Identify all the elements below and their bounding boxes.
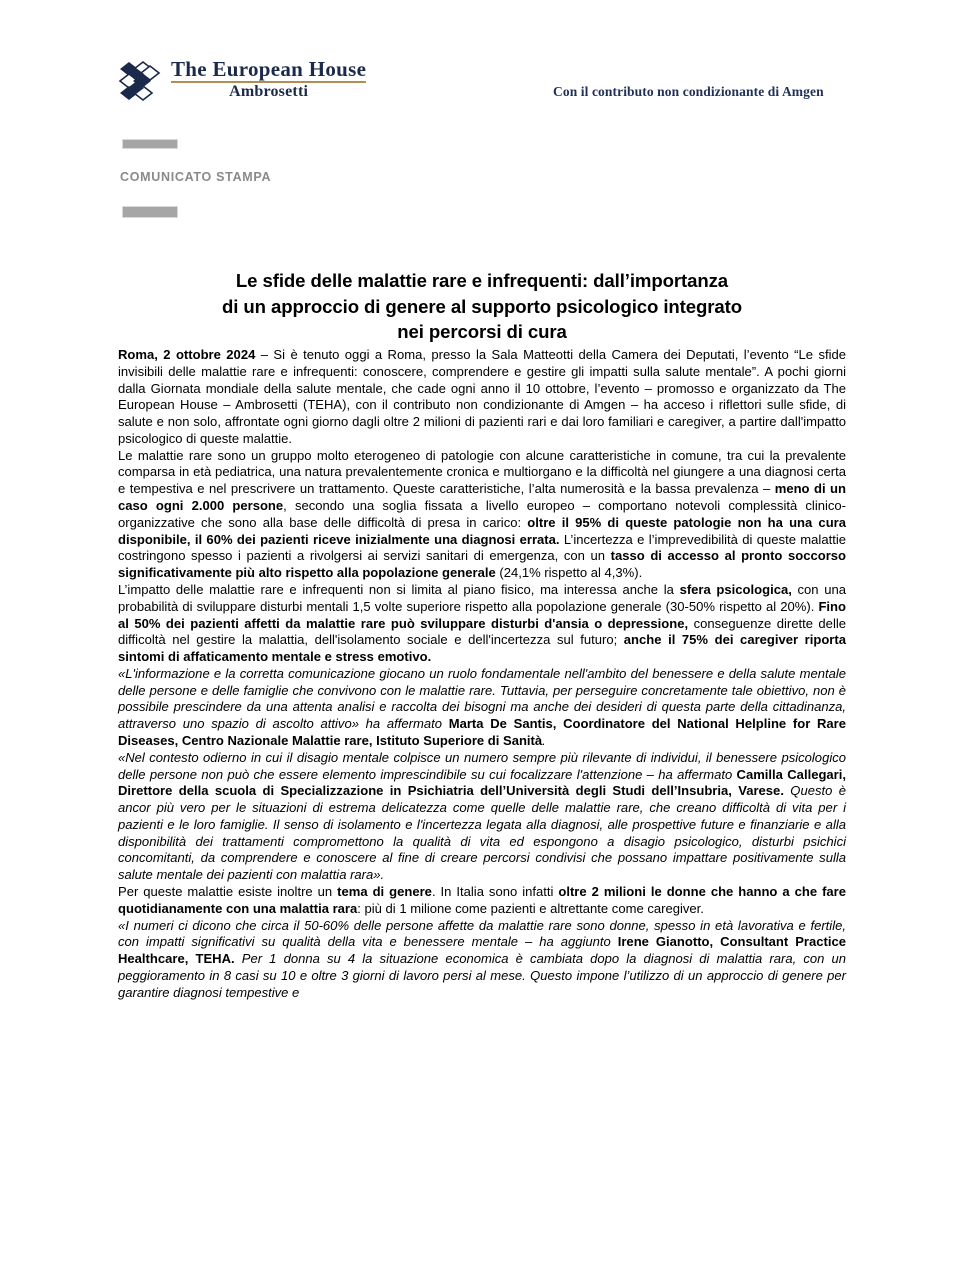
brand-logo-wordmark: [171, 58, 366, 100]
text-run: conseguenze dirette delle difficoltà nel gestire la malattia, dell'isolamento sociale e dell'incertezza sul futuro;: [118, 615, 846, 648]
text-run: – Si è tenuto oggi a Roma, presso la Sala Matteotti della Camera dei Deputati, l’evento “Le sfide invisibili delle malattie rare e infrequenti: conoscere, comprendere e gestire gli impatti sulla salute mentale”. A pochi giorni dalla Giornata mondiale della salute mentale, che cade ogni anno il 10 ottobre, l’evento – promosso e organizzato da The European House – Ambrosetti (TEHA), con il contributo non condizionante di Amgen – ha acceso i riflettori sulle sfide, di salute e non solo, affrontate ogni giorno dagli oltre 2 milioni di pazienti rari e dai loro familiari e caregiver, a partire dall'impatto psicologico di queste malattie.: [118, 347, 846, 446]
text-run: anche il 75% dei caregiver riporta sintomi di affaticamento mentale e stress emotivo.: [118, 632, 846, 665]
brand-logo-line1: The European House: [171, 57, 367, 81]
text-run: con una probabilità di sviluppare disturbi mentali 1,5 volte superiore rispetto alla popolazione generale (30-50% rispetto al 20%).: [118, 581, 847, 614]
paragraph-p7-quote-gianotto: [118, 918, 846, 1002]
brand-logo: [118, 58, 366, 102]
paragraph-p1-dateline: [118, 347, 846, 448]
text-run: L’impatto delle malattie rare e infrequenti non si limita al piano fisico, ma interessa anche la: [118, 581, 680, 597]
page-title-line-3: nei percorsi di cura: [397, 321, 567, 343]
text-run: : più di 1 milione come pazienti e altrettante come caregiver.: [357, 900, 704, 916]
text-run: ha affermato: [358, 716, 449, 732]
paragraph-p4-quote-desantis: [118, 666, 846, 750]
paragraph-p5-quote-callegari: [118, 750, 846, 884]
redaction-bar-top: [122, 139, 178, 149]
brand-logo-line2: Ambrosetti: [229, 82, 309, 100]
paragraph-p3-sfera-psicologica: [118, 582, 846, 666]
paragraph-p2-caratteristiche: [118, 448, 846, 582]
text-run: sfera psicologica,: [679, 581, 792, 597]
text-run: oltre il 95% di queste patologie non ha una cura disponibile, il 60% dei pazienti riceve inizialmente una diagnosi errata.: [118, 514, 846, 547]
page-title: [118, 268, 846, 344]
text-run: «L'informazione e la corretta comunicazione giocano un ruolo fondamentale nell'ambito del benessere e della salute mentale delle persone e delle famiglie che convivono con le malattie rare. Tuttavia, per perseguire concretamente tale obiettivo, non è possibile prescindere da una attenta analisi e raccolta dei bisogni ma anche dei desideri di questa parte della cittadinanza, attraverso uno spazio di ascolto attivo»: [118, 665, 846, 732]
text-run: L’incertezza e l’imprevedibilità di queste malattie costringono spesso i pazienti a rivolgersi ai servizi sanitari di emergenza, con un: [118, 531, 846, 564]
text-run: Camilla Callegari, Direttore della scuola di Specializzazione in Psichiatria dell’Università degli Studi dell’Insubria, Varese.: [118, 766, 846, 799]
text-run: tema di genere: [337, 884, 432, 899]
redaction-bar-bottom: [122, 206, 178, 218]
text-run: Irene Gianotto, Consultant Practice Healthcare, TEHA.: [118, 934, 846, 967]
text-run: (24,1% rispetto al 4,3%).: [495, 565, 643, 581]
page-title-line-1: Le sfide delle malattie rare e infrequenti: dall’importanza: [235, 270, 729, 292]
text-run: , secondo una soglia fissata a livello europeo – comportano notevoli complessità clinico-organizzative che sono alla base delle difficoltà di presa in carico:: [118, 498, 846, 530]
text-run: «Nel contesto odierno in cui il disagio mentale colpisce un numero sempre più rilevante di individui, il benessere psicologico delle persone non può che essere elemento imprescindibile su cui focalizzare l'attenzione: [118, 749, 846, 782]
text-run: «I numeri ci dicono che circa il 50-60% delle persone affette da malattie rare sono donne, spesso in età lavorativa e fertile, con impatti significativi su qualità della vita e benessere mentale: [118, 917, 846, 950]
text-run: – ha affermato: [642, 766, 737, 782]
text-run: meno di un caso ogni 2.000 persone: [118, 481, 846, 514]
press-release-label: COMUNICATO STAMPA: [120, 170, 272, 184]
text-run: . In Italia sono infatti: [431, 884, 559, 899]
text-run: Per queste malattie esiste inoltre un: [118, 884, 338, 899]
text-run: Questo è ancor più vero per le situazioni di estrema delicatezza come quelle delle malattie rare, che creano difficoltà di vita per i pazienti e le loro famiglie. Il senso di isolamento e l'incertezza legata alla diagnosi, alle prospettive future e finanziarie e alla disponibilità dei trattamenti compromettono la qualità di vita ed espongono a disagio psicologico, disturbi psichici concomitanti, da comprendere e conoscere al fine di creare percorsi condivisi che possano impattare positivamente sulla salute mentale dei pazienti con malattia rara».: [118, 783, 846, 883]
text-run: – ha aggiunto: [518, 934, 618, 950]
page-title-line-2: di un approccio di genere al supporto psicologico integrato: [222, 295, 742, 317]
text-run: Per 1 donna su 4 la situazione economica è cambiata dopo la diagnosi di malattia rara, con un peggioramento in 8 casi su 10 e oltre 3 giorni di lavoro persi al mese. Questo impone l’utilizzo di un approccio di genere per garantire diagnosi tempestive e: [118, 951, 847, 1000]
text-run: oltre 2 milioni le donne che hanno a che fare quotidianamente con una malattia rara: [118, 884, 846, 916]
paragraph-p6-tema-di-genere: [118, 884, 846, 918]
text-run: Le malattie rare sono un gruppo molto eterogeneo di patologie con alcune caratteristiche in comune, tra cui la prevalente comparsa in età pediatrica, una natura prevalentemente cronica e multiorgano e la difficoltà nel giungere a una diagnosi certa e tempestiva e nel prescrivere un trattamento. Queste caratteristiche, l’alta numerosità e la bassa prevalenza –: [118, 447, 846, 497]
text-run: .: [542, 732, 546, 748]
body-copy: [118, 347, 846, 1001]
text-run: Roma, 2 ottobre 2024: [118, 347, 256, 362]
text-run: Fino al 50% dei pazienti affetti da malattie rare può sviluppare disturbi d'ansia o depressione,: [118, 598, 846, 631]
text-run: Marta De Santis, Coordinatore del National Helpline for Rare Diseases, Centro Nazionale Malattie rare, Istituto Superiore di Sanità: [118, 716, 846, 748]
text-run: tasso di accesso al pronto soccorso significativamente più alto rispetto alla popolazione generale: [118, 548, 846, 581]
sponsor-note: Con il contributo non condizionante di Amgen: [553, 84, 824, 99]
rhombus-lattice-icon: [118, 60, 164, 102]
